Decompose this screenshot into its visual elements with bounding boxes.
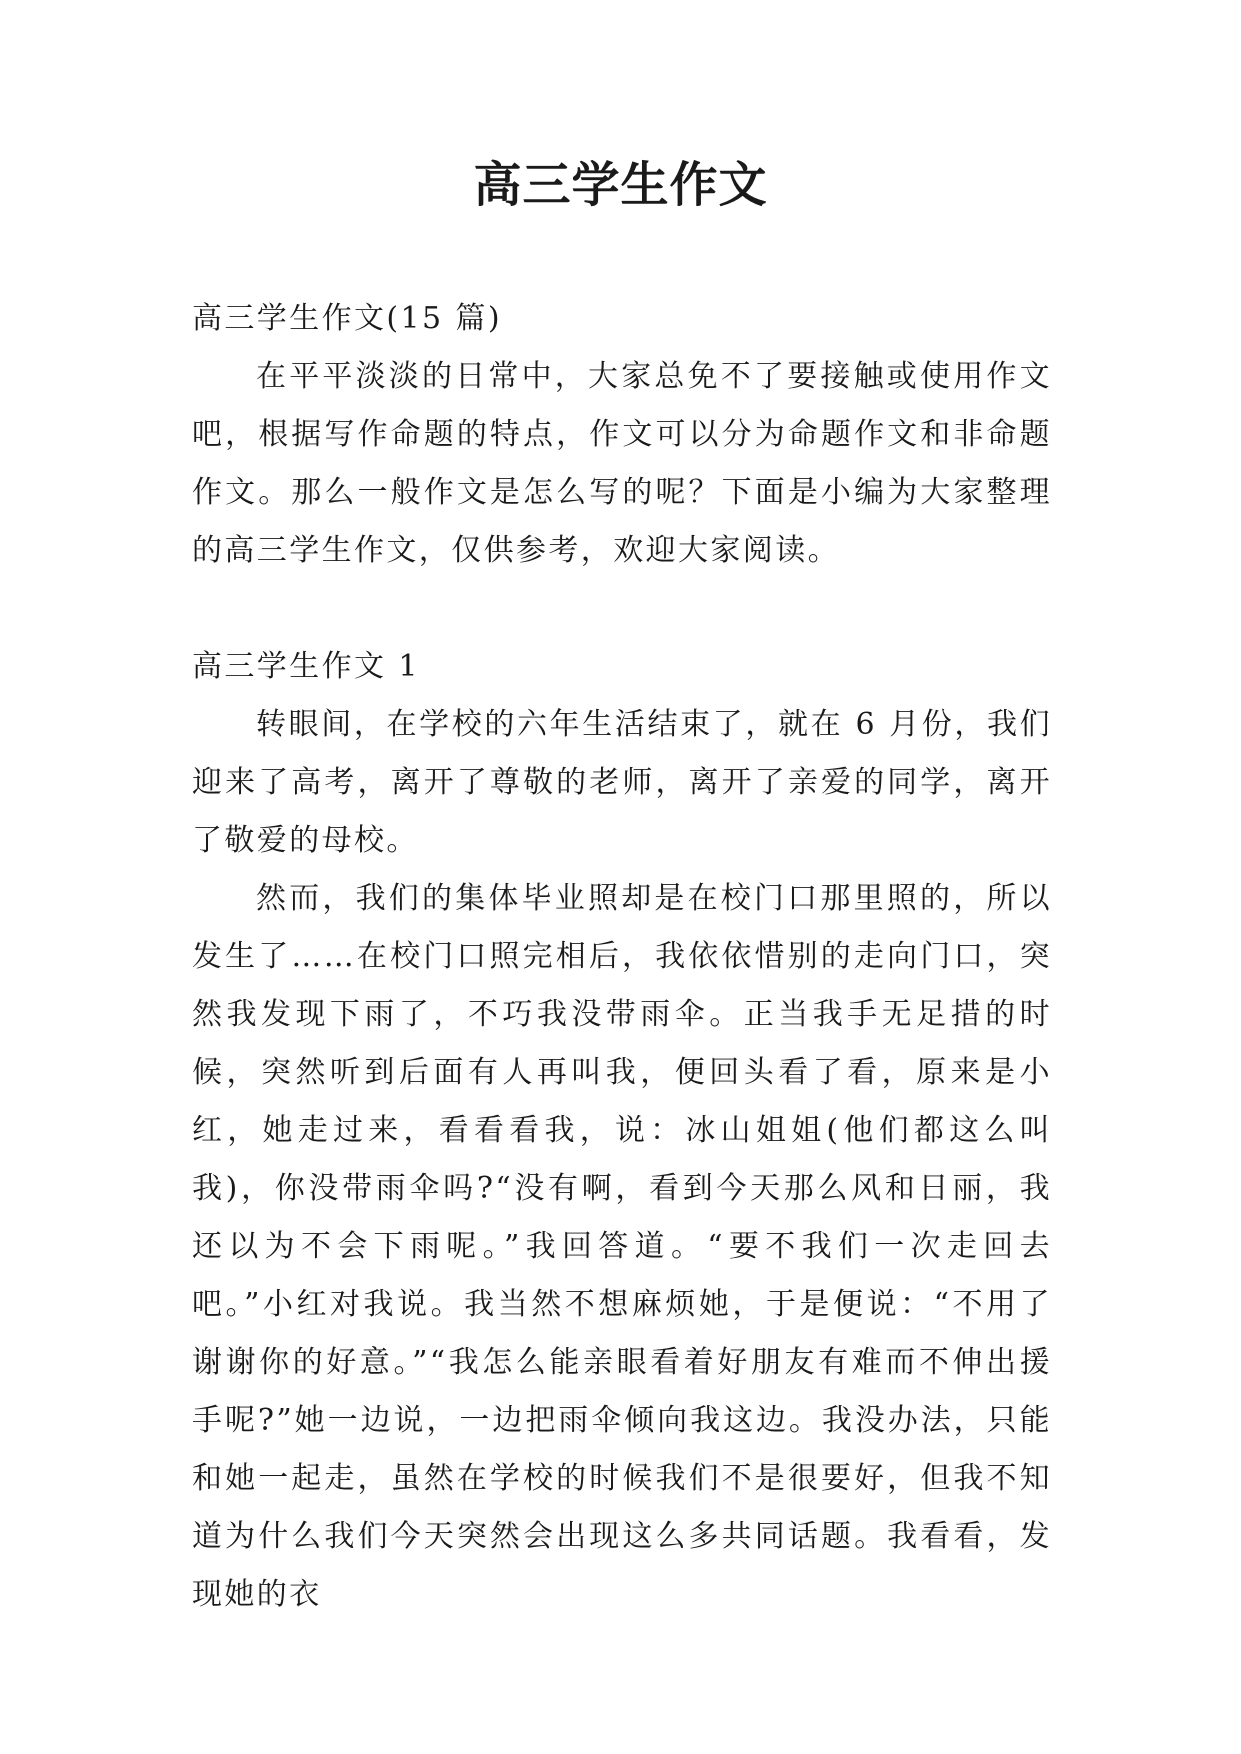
- intro-paragraph: 在平平淡淡的日常中，大家总免不了要接触或使用作文吧，根据写作命题的特点，作文可以分为命题作文和非命题作文。那么一般作文是怎么写的呢？下面是小编为大家整理的高三学生作文，仅供参考，欢迎大家阅读。: [192, 359, 1052, 568]
- document-title: 高三学生作文: [473, 157, 768, 213]
- essay-1-heading: 高三学生作文 1: [192, 649, 420, 684]
- document-body: [192, 290, 1052, 1624]
- collection-heading: 高三学生作文(15 篇): [192, 301, 502, 336]
- essay-1-paragraph-2: 然而，我们的集体毕业照却是在校门口那里照的，所以发生了……在校门口照完相后，我依依惜别的走向门口，突然我发现下雨了，不巧我没带雨伞。正当我手无足措的时候，突然听到后面有人再叫我，便回头看了看，原来是小红，她走过来，看看看我，说：冰山姐姐(他们都这么叫我)，你没带雨伞吗?“没有啊，看到今天那么风和日丽，我还以为不会下雨呢。”我回答道。“要不我们一次走回去吧。”小红对我说。我当然不想麻烦她，于是便说：“不用了谢谢你的好意。”“我怎么能亲眼看着好朋友有难而不伸出援手呢?”她一边说，一边把雨伞倾向我这边。我没办法，只能和她一起走，虽然在学校的时候我们不是很要好，但我不知道为什么我们今天突然会出现这么多共同话题。我看看，发现她的衣: [192, 881, 1052, 1612]
- section-spacer: [192, 580, 1052, 638]
- essay-1-paragraph-1: 转眼间，在学校的六年生活结束了，就在 6 月份，我们迎来了高考，离开了尊敬的老师，离开了亲爱的同学，离开了敬爱的母校。: [192, 707, 1052, 858]
